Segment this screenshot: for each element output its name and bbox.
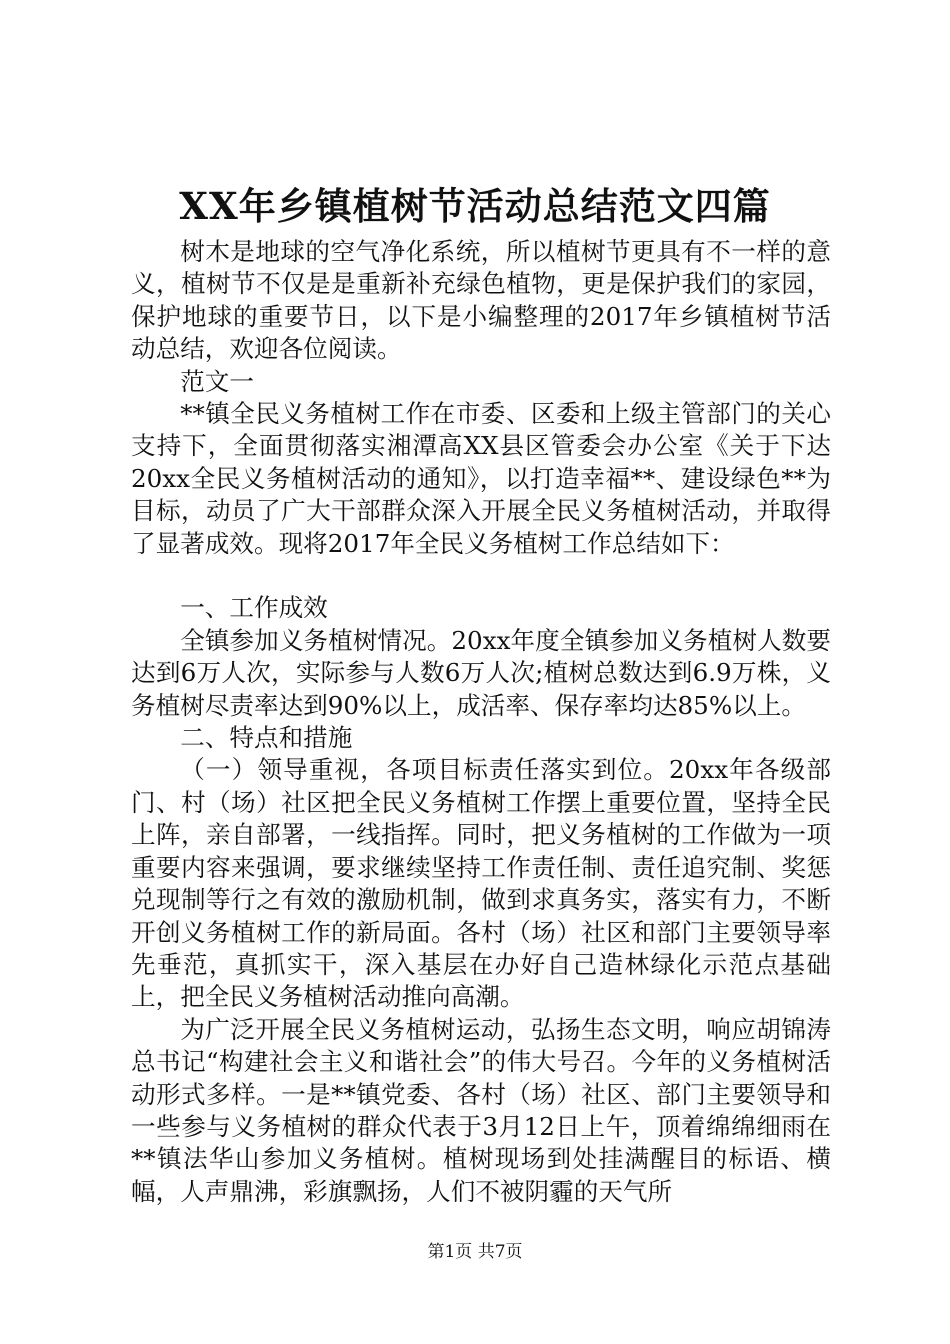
paragraph-intro: 树木是地球的空气净化系统，所以植树节更具有不一样的意义，植树节不仅是是重新补充绿色植物，更是保护我们的家园，保护地球的重要节日，以下是小编整理的2017年乡镇植树节活动总结，欢迎各位阅读。 <box>131 237 831 364</box>
paragraph-overview: **镇全民义务植树工作在市委、区委和上级主管部门的关心支持下，全面贯彻落实湘潭高XX县区管委会办公室《关于下达20xx全民义务植树活动的通知》，以打造幸福**、建设绿色**为目标，动员了广大干部群众深入开展全民义务植树活动，并取得了显著成效。现将2017年全民义务植树工作总结如下： <box>131 399 831 558</box>
paragraph-blank <box>131 560 831 592</box>
page-footer: 第1页 共7页 <box>427 1242 523 1262</box>
heading-features-measures: 二、特点和措施 <box>180 723 353 753</box>
document-body <box>131 236 831 1208</box>
paragraph-activities: 为广泛开展全民义务植树运动，弘扬生态文明，响应胡锦涛总书记“构建社会主义和谐社会”的伟大号召。今年的义务植树活动形式多样。一是**镇党委、各村（场）社区、部门主要领导和一些参与义务植树的群众代表于3月12日上午，顶着绵绵细雨在**镇法华山参加义务植树。植树现场到处挂满醒目的标语、横幅，人声鼎沸，彩旗飘扬，人们不被阴霾的天气所 <box>131 1014 831 1206</box>
heading-work-results: 一、工作成效 <box>180 593 328 623</box>
paragraph-section-label: 范文一 <box>180 366 254 396</box>
paragraph-leadership: （一）领导重视，各项目标责任落实到位。20xx年各级部门、村（场）社区把全民义务植树工作摆上重要位置，坚持全民上阵，亲自部署，一线指挥。同时，把义务植树的工作做为一项重要内容来强调，要求继续坚持工作责任制、责任追究制、奖惩兑现制等行之有效的激励机制，做到求真务实，落实有力，不断开创义务植树工作的新局面。各村（场）社区和部门主要领导率先垂范，真抓实干，深入基层在办好自己造林绿化示范点基础上，把全民义务植树活动推向高潮。 <box>131 755 831 1012</box>
document-title: XX年乡镇植树节活动总结范文四篇 <box>179 184 771 228</box>
paragraph-results: 全镇参加义务植树情况。20xx年度全镇参加义务植树人数要达到6万人次，实际参与人数6万人次;植树总数达到6.9万株，义务植树尽责率达到90%以上，成活率、保存率均达85%以上。 <box>131 625 831 720</box>
